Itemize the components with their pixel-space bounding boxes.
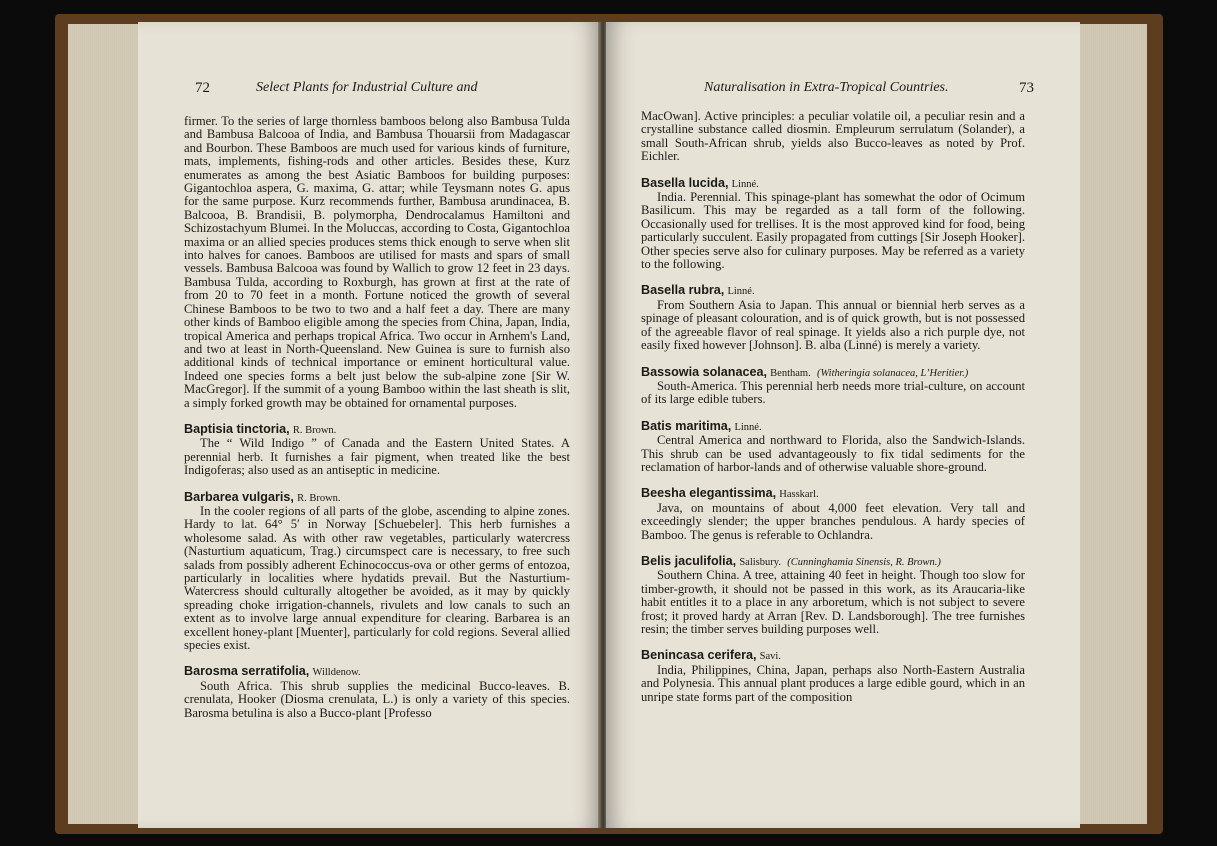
entry-author: Hasskarl. bbox=[779, 489, 819, 501]
left-page-text bbox=[184, 115, 570, 720]
entry-barosma bbox=[184, 664, 570, 720]
right-page-edges bbox=[1077, 24, 1147, 824]
entry-basella-lucida bbox=[641, 176, 1025, 272]
entry-name: Basella rubra, bbox=[641, 283, 725, 298]
entry-name: Bassowia solanacea, bbox=[641, 364, 768, 379]
entry-text: India. Perennial. This spinage-plant has somewhat the odor of Ocimum Basilicum. This may be regarded as a tall form of the following. Occasionally used for trellises. It is the most approved kind for food, being particularly succulent. Easily propagated from cuttings [Sir Joseph Hooker]. Other species serve also for culinary purposes. May be referred as a variety to the following. bbox=[641, 190, 1026, 272]
entry-name: Barosma serratifolia, bbox=[184, 664, 310, 679]
entry-name: Belis jaculifolia, bbox=[641, 553, 737, 568]
entry-baptisia bbox=[184, 422, 570, 478]
entry-batis bbox=[641, 419, 1025, 475]
right-page bbox=[606, 22, 1080, 828]
entry-text: Java, on mountains of about 4,000 feet elevation. Very tall and exceedingly slender; the upper branches pendulous. A hardy species of Bamboo. The genus is referable to Ochlandra. bbox=[641, 500, 1025, 542]
entry-synonym: (Cunninghamia Sinensis, R. Brown.) bbox=[787, 556, 941, 568]
right-running-title: Naturalisation in Extra-Tropical Countries. bbox=[704, 80, 949, 95]
left-page-edges bbox=[68, 24, 140, 824]
entry-name: Benincasa cerifera, bbox=[641, 648, 757, 663]
entry-name: Baptisia tinctoria, bbox=[184, 421, 290, 436]
entry-author: Salisbury. bbox=[739, 556, 781, 568]
right-page-number: 73 bbox=[1019, 80, 1034, 96]
entry-basella-rubra bbox=[641, 283, 1025, 352]
left-running-head bbox=[195, 80, 548, 97]
entry-benincasa bbox=[641, 648, 1025, 704]
entry-author: R. Brown. bbox=[297, 492, 341, 504]
entry-bassowia bbox=[641, 365, 1025, 407]
entry-author: Savi. bbox=[759, 651, 781, 663]
entry-text: From Southern Asia to Japan. This annual or biennial herb serves as a spinage of pleasant colouration, and is of quick growth, but is not possessed of the agreeable flavor of real spinage. It yields also a rich purple dye, not easily fixed however [Johnson]. B. alba (Linné) is merely a variety. bbox=[641, 297, 1025, 353]
entry-text: In the cooler regions of all parts of the globe, ascending to alpine zones. Hardy to lat. 64° 5′ in Norway [Schuebeler]. This herb furnishes a wholesome salad. As with other raw vegetables, particularly watercress (Nasturtium aquaticum, Trag.) circumspect care is necessary, to free such salads from possibly adherent Echinococcus-ova or other germs of entozoa, particularly in localities where hydatids prevail. But the Nasturtium-Watercress should culturally altogether be avoided, as it may by quickly spreading choke irrigation-channels, rivulets and low canals to such an extent as to involve large annual expenditure for clearing. Barbarea is an excellent honey-plant [Muenter], particularly for cold regions. Several allied species exist. bbox=[184, 503, 570, 653]
entry-text: South-America. This perennial herb needs more trial-culture, on account of its large edible tubers. bbox=[641, 378, 1025, 407]
entry-synonym: (Witheringia solanacea, L’Heritier.) bbox=[817, 367, 969, 379]
entry-text: Central America and northward to Florida, also the Sandwich-Islands. This shrub can be used advantageously to fix tidal sediments for the reclamation of harbor-lands and of otherwise valuable shore-ground. bbox=[641, 433, 1025, 474]
right-page-text bbox=[641, 110, 1025, 704]
entry-author: R. Brown. bbox=[292, 424, 337, 436]
entry-name: Beesha elegantissima, bbox=[641, 486, 777, 501]
entry-belis bbox=[641, 554, 1025, 636]
entry-beesha bbox=[641, 486, 1025, 542]
entry-author: Willdenow. bbox=[312, 667, 361, 679]
entry-author: Linné. bbox=[731, 178, 759, 190]
entry-text: The “ Wild Indigo ” of Canada and the Eastern United States. A perennial herb. It furnishes a fair pigment, when treated like the best Indigoferas; also used as an antiseptic in medicine. bbox=[184, 436, 570, 478]
continuation-paragraph: MacOwan]. Active principles: a peculiar volatile oil, a peculiar resin and a crystalline substance called diosmin. Empleurum serrulatum (Solander), a small South-African shrub, yields also Bucco-leaves as noted by Prof. Eichler. bbox=[641, 109, 1025, 164]
entry-text: South Africa. This shrub supplies the medicinal Bucco-leaves. B. crenulata, Hooker (Diosma crenulata, L.) is only a variety of this species. Barosma betulina is also a Bucco-plant [Professo bbox=[184, 678, 570, 720]
entry-name: Batis maritima, bbox=[641, 418, 732, 433]
entry-name: Basella lucida, bbox=[641, 175, 729, 190]
entry-author: Linné. bbox=[727, 286, 755, 298]
entry-text: India, Philippines, China, Japan, perhaps also North-Eastern Australia and Polynesia. This annual plant produces a large edible gourd, which in an unripe state forms part of the composition bbox=[641, 662, 1025, 704]
right-running-head bbox=[704, 80, 1034, 96]
entry-author: Linné. bbox=[734, 421, 762, 433]
entry-text: Southern China. A tree, attaining 40 feet in height. Though too slow for timber-growth, it should not be passed in this work, as its Araucaria-like habit entitles it to a place in any arboretum, which is not subject to severe frost; it proved hardy at Arran [Rev. D. Landsborough]. The tree furnishes resin; the timber serves building purposes well. bbox=[641, 568, 1025, 636]
entry-author: Bentham. bbox=[770, 367, 811, 379]
continuation-paragraph: firmer. To the series of large thornless bamboos belong also Bambusa Tulda and Bambusa Balcooa of India, and Bambusa Thouarsii from Madagascar and Bourbon. These Bamboos are much used for various kinds of furniture, mats, implements, fishing-rods and other articles. Besides these, Kurz enumerates as among the best Asiatic Bamboos for building purposes: Gigantochloa aspera, G. maxima, G. attar; while Teysmann notes G. apus for the same purpose. Kurz recommends further, Bambusa arundinacea, B. Balcooa, B. Brandisii, B. polymorpha, Dendrocalamus Hamiltoni and Schizostachyum Blumei. In the Moluccas, according to Costa, Gigantochloa maxima or an allied species produces stems thick enough to serve when slit into halves for canoes. Bamboos are utilised for masts and spars of small vessels. Bambusa Balcooa was found by Wallich to grow 12 feet in 23 days. Bambusa Tulda, according to Roxburgh, has grown at first at the rate of from 20 to 70 feet in a month. Fortune noticed the growth of several Chinese Bamboos to be two to two and a half feet a day. There are many other kinds of Bamboo eligible among the species from China, Japan, India, tropical America and perhaps tropical Africa. Two occur in Arnhem's Land, and two at least in North-Queensland. New Guinea is sure to furnish also additional kinds of technical importance or eminent horticultural value. Indeed one species forms a belt just below the sub-alpine zone [Sir W. MacGregor]. If the summit of a young Bamboo within the last sheath is slit, a simply forked growth may be obtained for ornamental purposes. bbox=[184, 114, 570, 410]
left-running-title: Select Plants for Industrial Culture and bbox=[256, 80, 478, 95]
entry-barbarea bbox=[184, 490, 570, 653]
left-page bbox=[138, 22, 600, 828]
entry-name: Barbarea vulgaris, bbox=[184, 489, 294, 504]
left-page-number: 72 bbox=[195, 80, 210, 96]
